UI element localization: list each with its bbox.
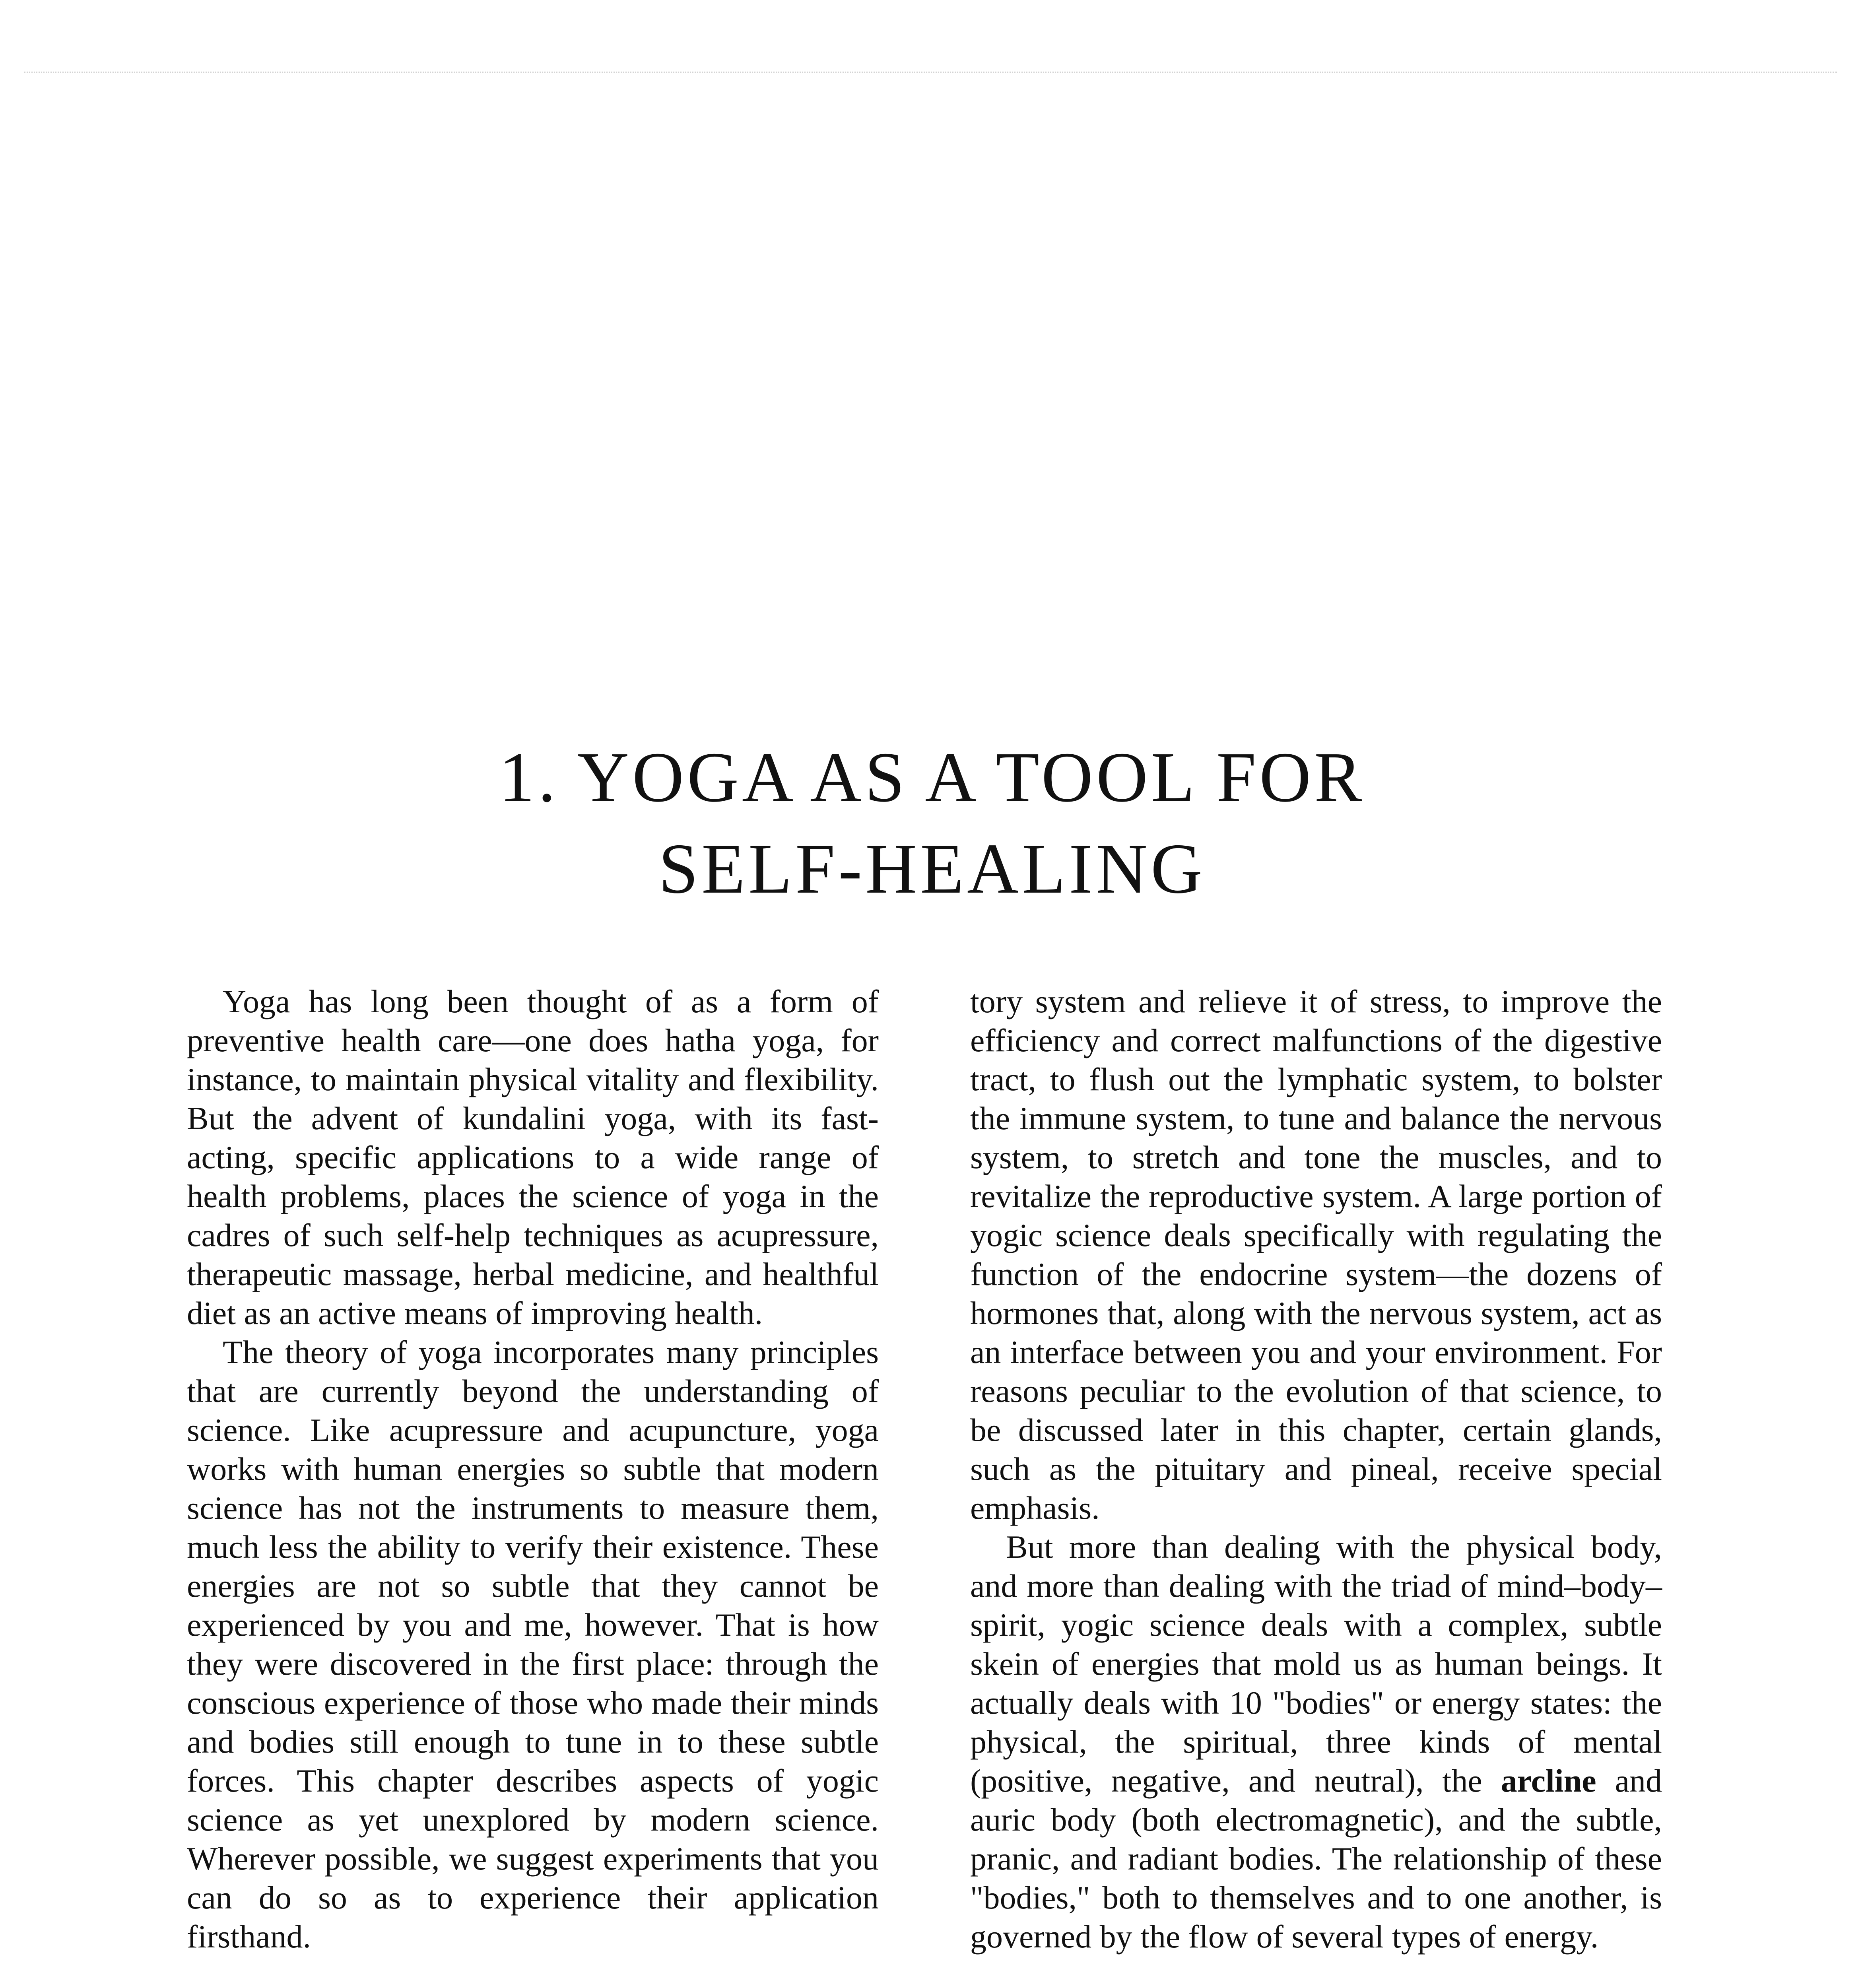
right-paragraph-1: tory system and relieve it of stress, to improve the efficiency and correct malfunctions of the digestive tract, to flush out the lymphatic system, to bolster the immune system, to tune and balance the nervous system, to stretch and tone the muscles, and to revitalize the reproductive system. A large portion of yogic science deals specifically with regulating the function of the endocrine system—the dozens of hormones that, along with the nervous system, act as an interface between you and your environment. For reasons peculiar to the evolution of that science, to be discussed later in this chapter, certain glands, such as the pituitary and pineal, receive special emphasis. [970, 983, 1662, 1526]
left-paragraph-2: The theory of yoga incorporates many principles that are currently beyond the understanding of science. Like acupressure and acupuncture, yoga works with human energies so subtle that modern science has not the instruments to measure them, much less the ability to verify their existence. These energies are not so subtle that they cannot be experienced by you and me, however. That is how they were discovered in the first place: through the conscious experience of those who made their minds and bodies still enough to tune in to these subtle forces. This chapter describes aspects of yogic science as yet unexplored by modern science. Wherever possible, we suggest experiments that you can do so as to experience their application firsthand. [187, 1334, 879, 1955]
left-paragraph-1: Yoga has long been thought of as a form of preventive health care—one does hatha yoga, for instance, to maintain physical vitality and flexibility. But the advent of kundalini yoga, with its fast-acting, specific applications to a wide range of health problems, places the science of yoga in the cadres of such self-help techniques as acupressure, therapeutic massage, herbal medicine, and healthful diet as an active means of improving health. [187, 983, 879, 1331]
left-column-top [187, 982, 879, 1956]
chapter-title-line-2: SELF-HEALING [658, 829, 1206, 908]
arcline-term: arcline [1501, 1763, 1596, 1799]
right-column-top [970, 982, 1662, 1956]
chapter-title-line-1: 1. YOGA AS A TOOL FOR [499, 738, 1365, 817]
scan-edge-rule [24, 72, 1837, 73]
chapter-title [0, 732, 1864, 914]
right-paragraph-2-text-b: and auric body (both electromagnetic), and the subtle, pranic, and radiant bodies. The relationship of these "bodies," both to themselves and to one another, is governed by the flow of several types of energy. [970, 1763, 1662, 1955]
right-paragraph-2 [970, 1528, 1662, 1956]
right-paragraph-2-text-a: But more than dealing with the physical body, and more than dealing with the triad of mind–body–spirit, yogic science deals with a complex, subtle skein of energies that mold us as human beings. It actually deals with 10 "bodies" or energy states: the physical, the spiritual, three kinds of mental (positive, negative, and neutral), the [970, 1529, 1662, 1799]
